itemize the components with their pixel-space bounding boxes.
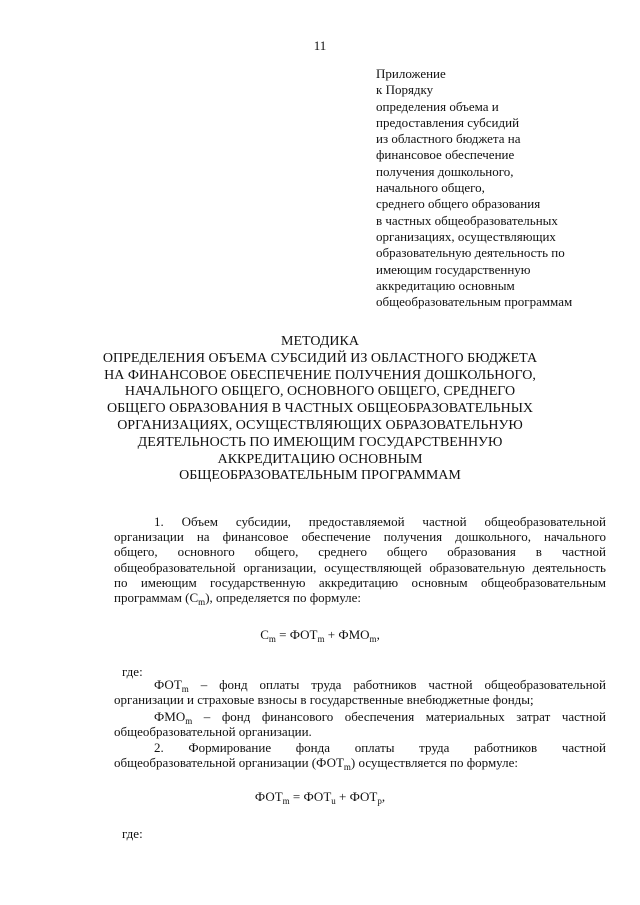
- formula-wage-fund: $ФОТ_m = ФОТ_u + ФОТ_p$,: [254, 789, 386, 806]
- paragraph-line: организации на финансовое обеспечение получения дошкольного, начального: [114, 529, 606, 545]
- paragraph-line: 2. Формирование фонда оплаты труда работников частной: [154, 740, 606, 755]
- title-line: ОРГАНИЗАЦИЯХ, ОСУЩЕСТВЛЯЮЩИХ ОБРАЗОВАТЕЛЬНУЮ: [117, 417, 523, 433]
- annex-line: Приложение: [376, 66, 446, 81]
- formula-subsidy: $C_m = ФОТ_m + ФМО_m$,: [260, 627, 380, 644]
- paragraph-line: программам $(C_m)$, определяется по формуле:: [114, 590, 361, 608]
- definition-line: общеобразовательной организации.: [114, 724, 312, 740]
- definition-fmo: [114, 709, 606, 739]
- annex-line: образовательную деятельность по: [376, 245, 565, 261]
- title-line: ДЕЯТЕЛЬНОСТЬ ПО ИМЕЮЩИМ ГОСУДАРСТВЕННУЮ: [137, 434, 503, 450]
- paragraph-line: общего, основного общего, среднего общего образования в частной: [114, 544, 606, 560]
- definition-fot: [114, 677, 606, 707]
- paragraph-line: по имеющим государственную аккредитацию основным общеобразовательным: [114, 574, 606, 590]
- title-line: НА ФИНАНСОВОЕ ОБЕСПЕЧЕНИЕ ПОЛУЧЕНИЯ ДОШКОЛЬНОГО,: [104, 367, 536, 383]
- title-line: МЕТОДИКА: [281, 334, 359, 349]
- annex-line: начального общего,: [376, 180, 485, 196]
- title-line: АККРЕДИТАЦИЮ ОСНОВНЫМ: [217, 451, 423, 467]
- paragraph-2: [114, 740, 606, 773]
- annex-line: аккредитацию основным: [376, 277, 515, 293]
- title-line: НАЧАЛЬНОГО ОБЩЕГО, ОСНОВНОГО ОБЩЕГО, СРЕДНЕГО: [124, 384, 516, 400]
- annex-line: получения дошкольного,: [376, 163, 514, 179]
- annex-line: предоставления субсидий: [376, 114, 520, 130]
- title-line: ОБЩЕОБРАЗОВАТЕЛЬНЫМ ПРОГРАММАМ: [179, 468, 461, 484]
- where-text: где:: [122, 664, 143, 679]
- where-label-2: [114, 826, 606, 841]
- title-line: ОБЩЕГО ОБРАЗОВАНИЯ В ЧАСТНЫХ ОБЩЕОБРАЗОВАТЕЛЬНЫХ: [106, 401, 534, 417]
- annex-line: организациях, осуществляющих: [376, 228, 556, 244]
- annex-line: в частных общеобразовательных: [376, 212, 558, 228]
- annex-line: определения объема и: [376, 98, 499, 114]
- where-text: где:: [122, 826, 143, 841]
- definition-line: $ФОТ_m$ – фонд оплаты труда работников частной общеобразовательной: [154, 677, 606, 694]
- annex-line: к Порядку: [376, 82, 434, 98]
- annex-block: [376, 66, 572, 310]
- annex-line: финансовое обеспечение: [376, 147, 515, 163]
- annex-line: имеющим государственную: [376, 261, 531, 277]
- title-line: ОПРЕДЕЛЕНИЯ ОБЪЕМА СУБСИДИЙ ИЗ ОБЛАСТНОГО БЮДЖЕТА: [102, 350, 538, 366]
- document-title: [0, 334, 640, 485]
- paragraph-line: 1. Объем субсидии, предоставляемой частной общеобразовательной: [154, 514, 606, 529]
- paragraph-1: [114, 514, 606, 608]
- paragraph-line: общеобразовательной организации $(ФОТ_m)$ осуществляется по формуле:: [114, 755, 518, 773]
- paragraph-line: общеобразовательной организации, осуществляющей образовательную деятельность: [114, 559, 606, 575]
- annex-line: общеобразовательным программам: [376, 294, 573, 310]
- definition-line: организации и страховые взносы в государственные внебюджетные фонды;: [114, 692, 534, 708]
- annex-line: из областного бюджета на: [376, 131, 521, 147]
- definition-line: $ФМО_m$ – фонд финансового обеспечения материальных затрат частной: [154, 709, 606, 726]
- page-number: 11: [313, 38, 327, 53]
- annex-line: среднего общего образования: [376, 196, 541, 212]
